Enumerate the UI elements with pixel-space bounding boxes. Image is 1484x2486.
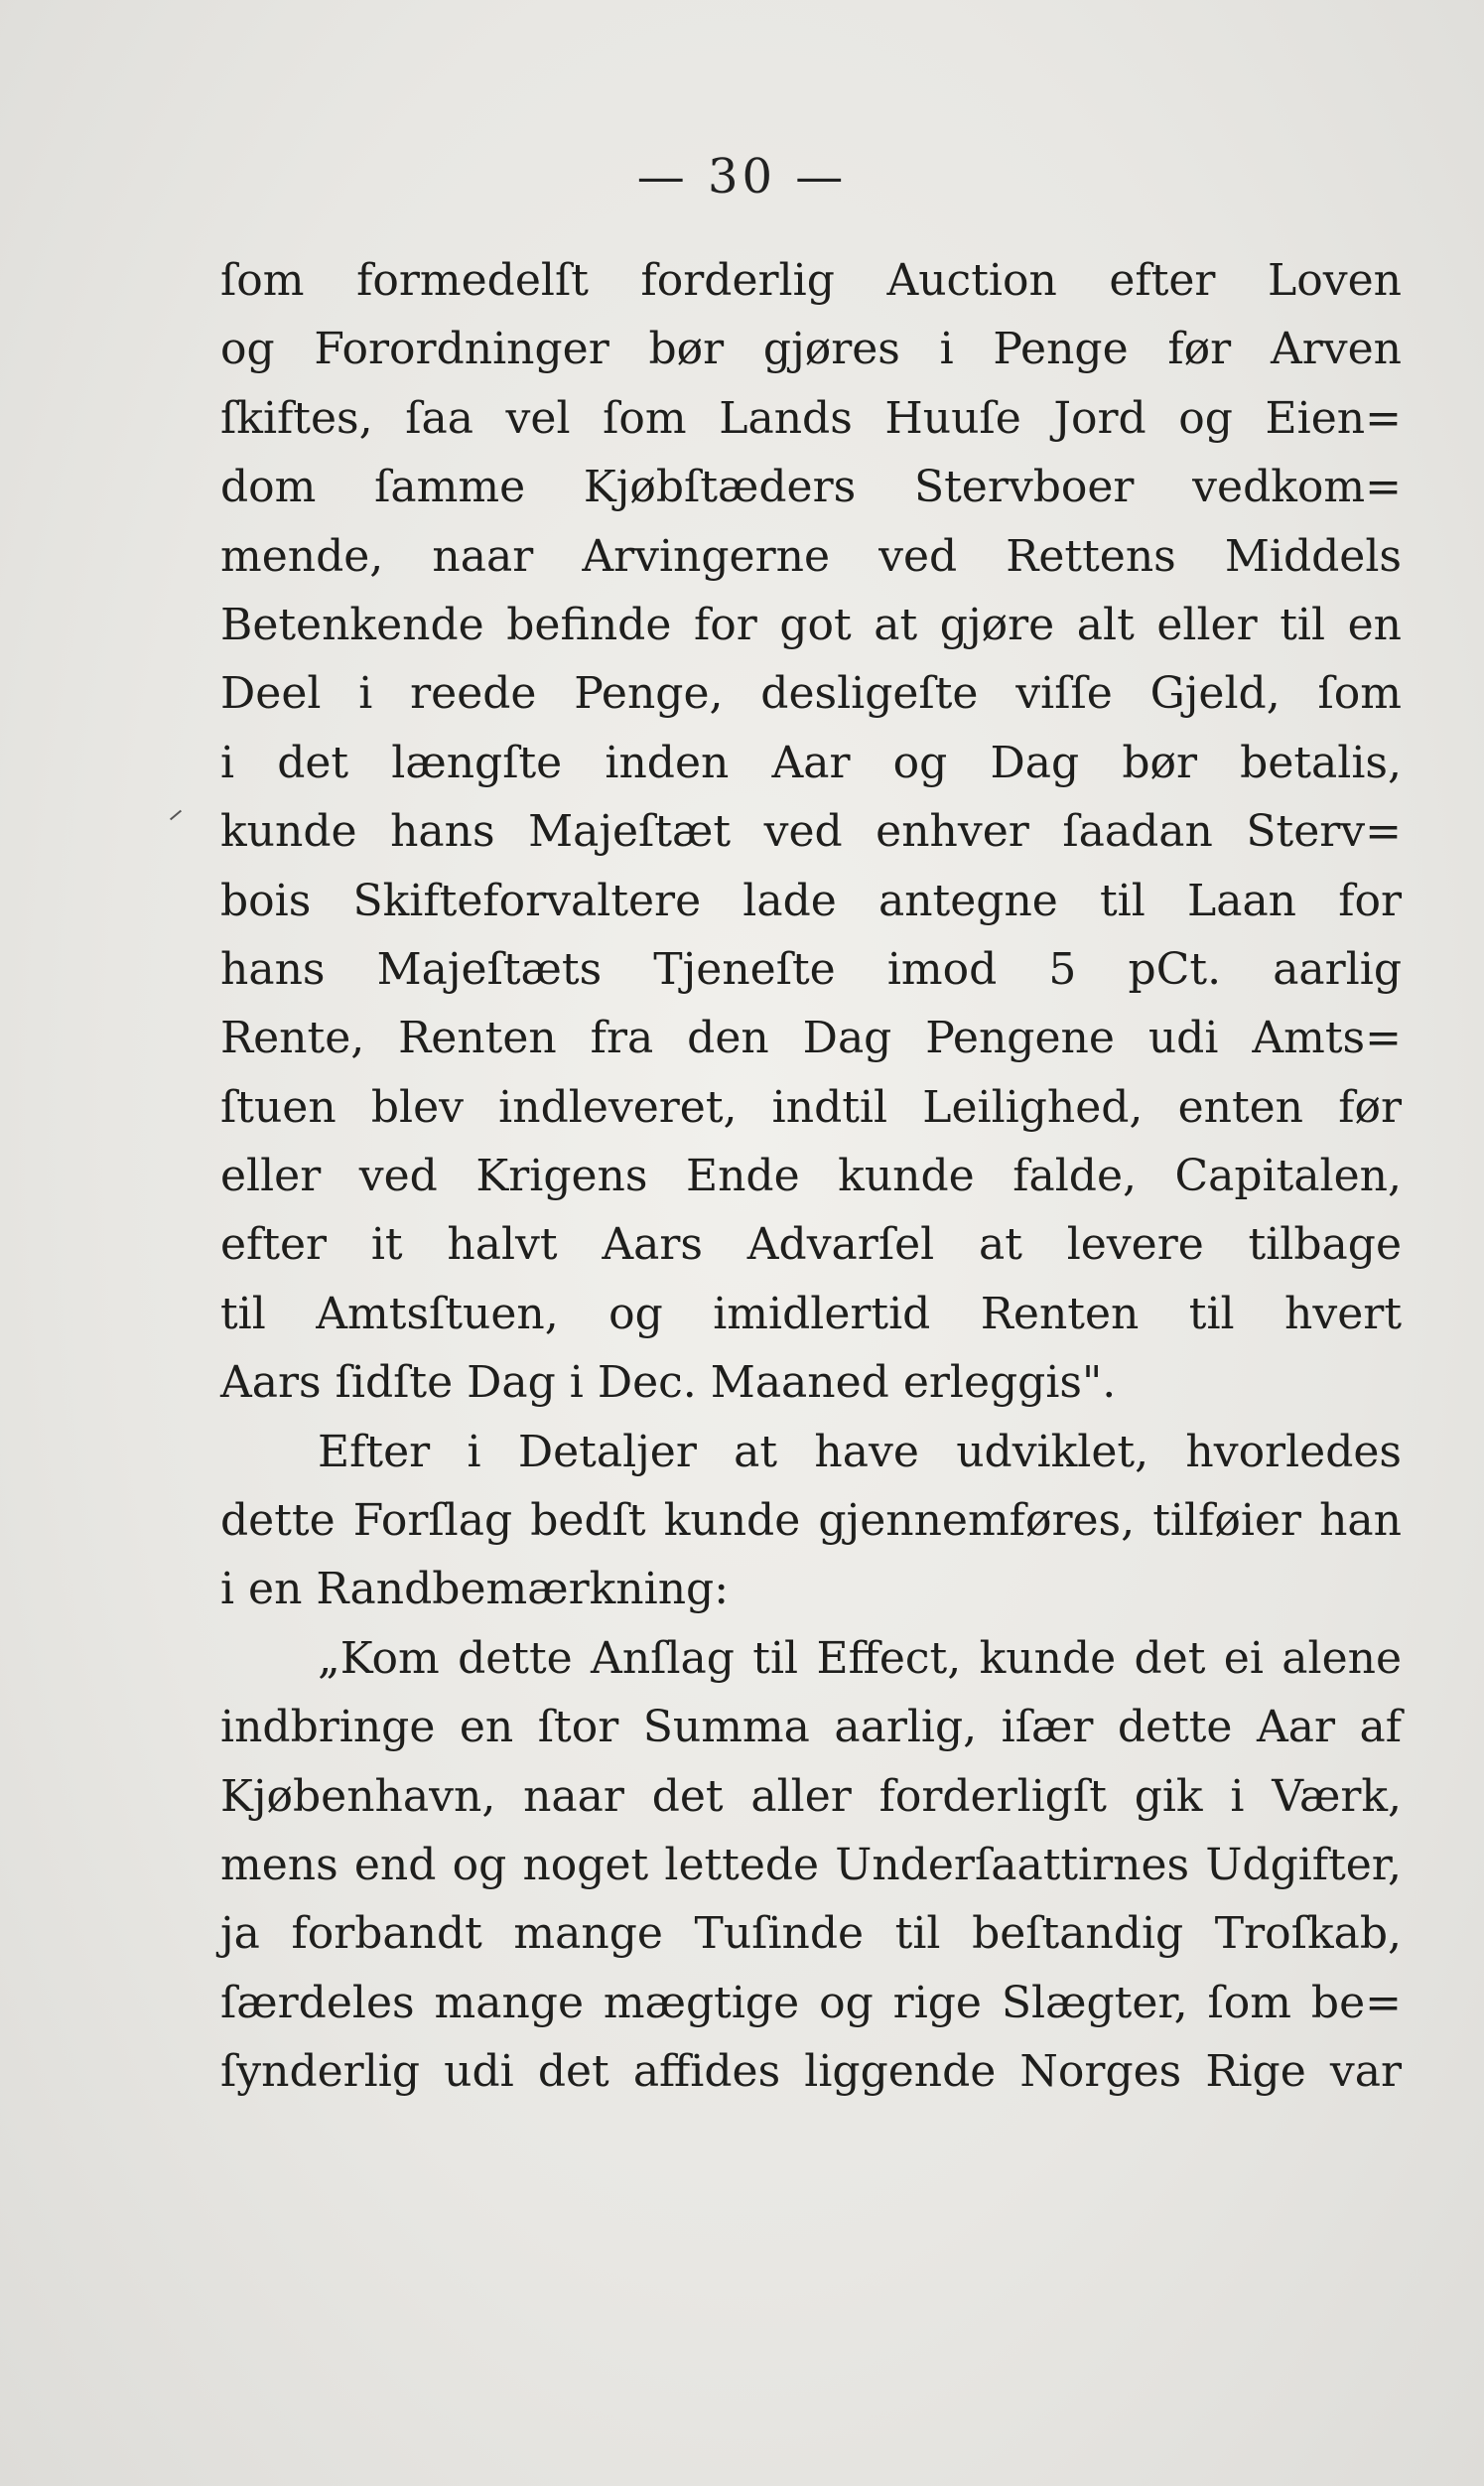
text-line: kunde hans Majeſtæt ved enhver ſaadan Sterv= [220,806,1402,858]
text-line: bois Skifteforvaltere lade antegne til Laan for [220,875,1402,926]
text-line: Efter i Detaljer at have udviklet, hvorledes [318,1426,1402,1477]
text-line: dette Forſlag bedſt kunde gjennemføres, tilføier han [220,1495,1402,1547]
page-number: — 30 — [636,149,848,205]
text-line: indbringe en ſtor Summa aarlig, iſær dette Aar af [220,1702,1402,1753]
paragraph-2 [220,1418,1402,1624]
margin-pencil-mark [170,810,182,821]
text-line: ſtuen blev indleveret, indtil Leilighed, enten før [220,1081,1402,1133]
text-line: Aars ſidſte Dag i Dec. Maaned erleggis". [220,1357,1117,1409]
body-text [220,246,1402,2107]
text-line: ſærdeles mange mægtige og rige Slægter, ſom be= [220,1977,1402,2028]
text-line: ſom formedelſt forderlig Auction efter Loven [220,255,1402,306]
text-line: i en Randbemærkning: [220,1564,730,1615]
text-line: Betenkende befinde for got at gjøre alt eller til en [220,599,1402,650]
text-line: dom ſamme Kjøbſtæders Stervboer vedkom= [220,462,1402,513]
paragraph-3 [220,1624,1402,2107]
text-line: ja forbandt mange Tuſinde til beſtandig Troſkab, [220,1908,1402,1960]
text-line: efter it halvt Aars Advarſel at levere tilbage [220,1219,1402,1271]
text-line: og Forordninger bør gjøres i Penge før Arven [220,324,1402,375]
paragraph-1 [220,246,1402,1418]
text-line: i det længſte inden Aar og Dag bør betalis, [220,737,1402,788]
text-line: til Amtsſtuen, og imidlertid Renten til hvert [220,1288,1402,1339]
text-line: ſkiftes, ſaa vel ſom Lands Huuſe Jord og Eien= [220,392,1402,444]
text-line: „Kom dette Anſlag til Effect, kunde det ei alene [318,1632,1402,1684]
text-line: mende, naar Arvingerne ved Rettens Middels [220,530,1402,582]
text-line: ſynderlig udi det affides liggende Norges Rige var [220,2046,1402,2098]
text-line: mens end og noget lettede Underſaattirnes Udgifter, [220,1839,1402,1890]
text-line: Kjøbenhavn, naar det aller forderligſt gik i Værk, [220,1770,1402,1822]
text-line: Rente, Renten fra den Dag Pengene udi Amts= [220,1013,1402,1064]
text-line: hans Majeſtæts Tjeneſte imod 5 pCt. aarlig [220,943,1402,995]
text-line: Deel i reede Penge, desligeſte viſſe Gjeld, ſom [220,668,1402,720]
text-line: eller ved Krigens Ende kunde falde, Capitalen, [220,1151,1402,1202]
